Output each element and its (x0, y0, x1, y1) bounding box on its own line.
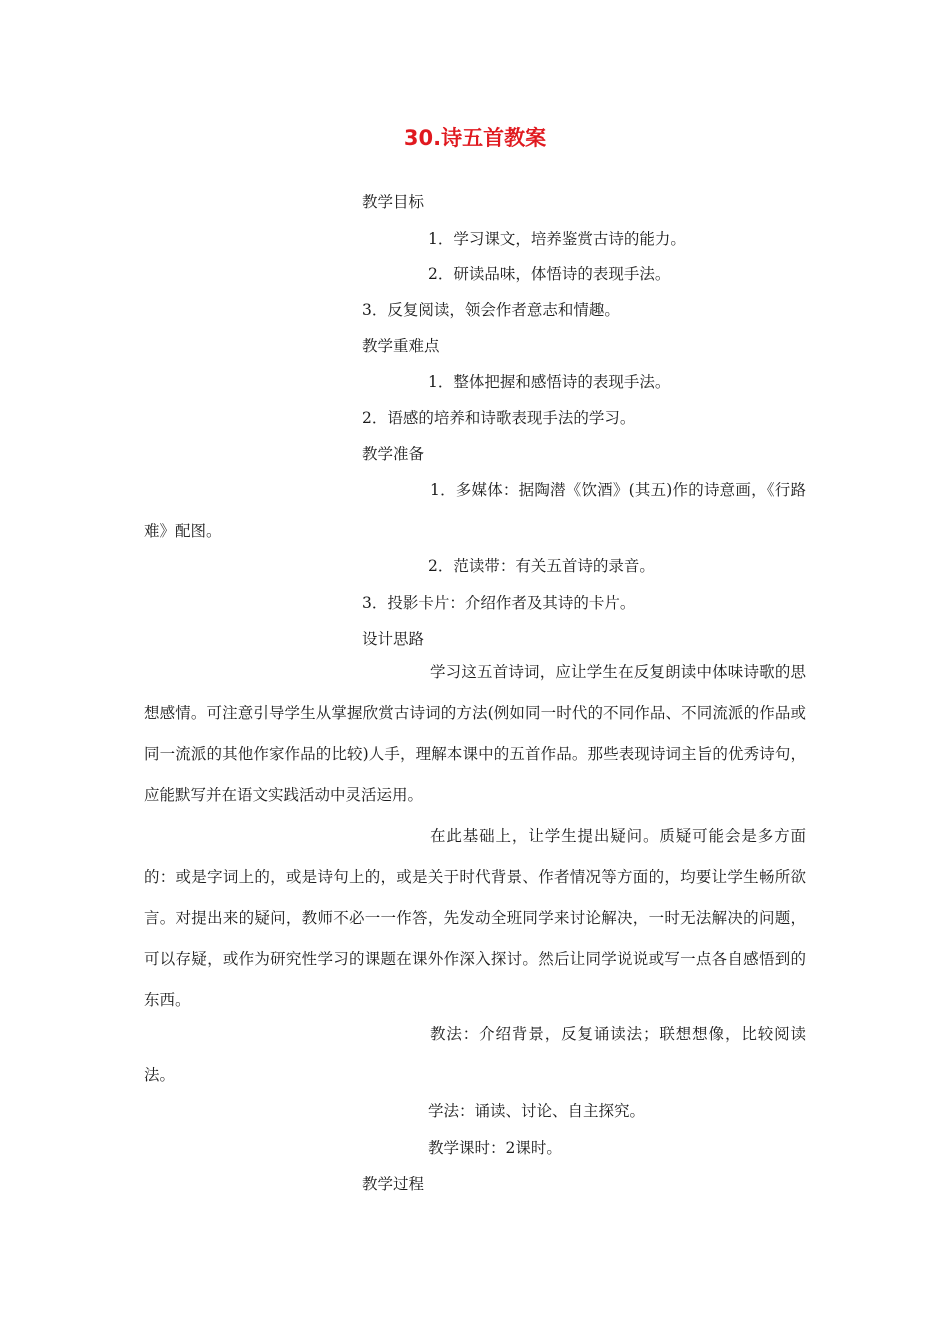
section-heading-key-points: 教学重难点 (362, 337, 440, 355)
preparation-item-3: 3．投影卡片：介绍作者及其诗的卡片。 (362, 594, 636, 612)
section-heading-process: 教学过程 (362, 1175, 425, 1193)
preparation-item-2: 2．范读带：有关五首诗的录音。 (428, 557, 655, 575)
key-point-item-1: 1．整体把握和感悟诗的表现手法。 (428, 373, 671, 391)
objective-item-1: 1．学习课文，培养鉴赏古诗的能力。 (428, 230, 686, 248)
class-hours: 教学课时：2课时。 (428, 1139, 562, 1157)
key-point-item-2: 2．语感的培养和诗歌表现手法的学习。 (362, 409, 636, 427)
design-paragraph-2: 在此基础上，让学生提出疑问。质疑可能会是多方面的：或是字词上的，或是诗句上的，或是关于时代背景、作者情况等方面的，均要让学生畅所欲言。对提出来的疑问，教师不必一一作答，先发动全班同学来讨论解决，一时无法解决的问题，可以存疑，或作为研究性学习的课题在课外作深入探讨。然后让同学说说或写一点各自感悟到的东西。 (144, 827, 806, 1009)
teaching-method: 教法：介绍背景，反复诵读法；联想想像，比较阅读法。 (144, 1025, 806, 1084)
preparation-item-1: 1．多媒体：据陶潜《饮酒》(其五)作的诗意画，《行路难》配图。 (144, 481, 806, 540)
objective-item-2: 2．研读品味，体悟诗的表现手法。 (428, 265, 671, 283)
objective-item-3: 3．反复阅读，领会作者意志和情趣。 (362, 301, 620, 319)
section-heading-objectives: 教学目标 (362, 193, 425, 211)
learning-method: 学法：诵读、讨论、自主探究。 (428, 1102, 646, 1120)
section-heading-preparation: 教学准备 (362, 445, 425, 463)
page-title: 30.诗五首教案 (403, 126, 547, 150)
design-paragraph-1: 学习这五首诗词，应让学生在反复朗读中体味诗歌的思想感情。可注意引导学生从掌握欣赏古诗词的方法(例如同一时代的不同作品、不同流派的作品或同一流派的其他作家作品的比较)人手，理解本课中的五首作品。那些表现诗词主旨的优秀诗句，应能默写并在语文实践活动中灵活运用。 (144, 663, 806, 804)
section-heading-design: 设计思路 (362, 630, 425, 648)
